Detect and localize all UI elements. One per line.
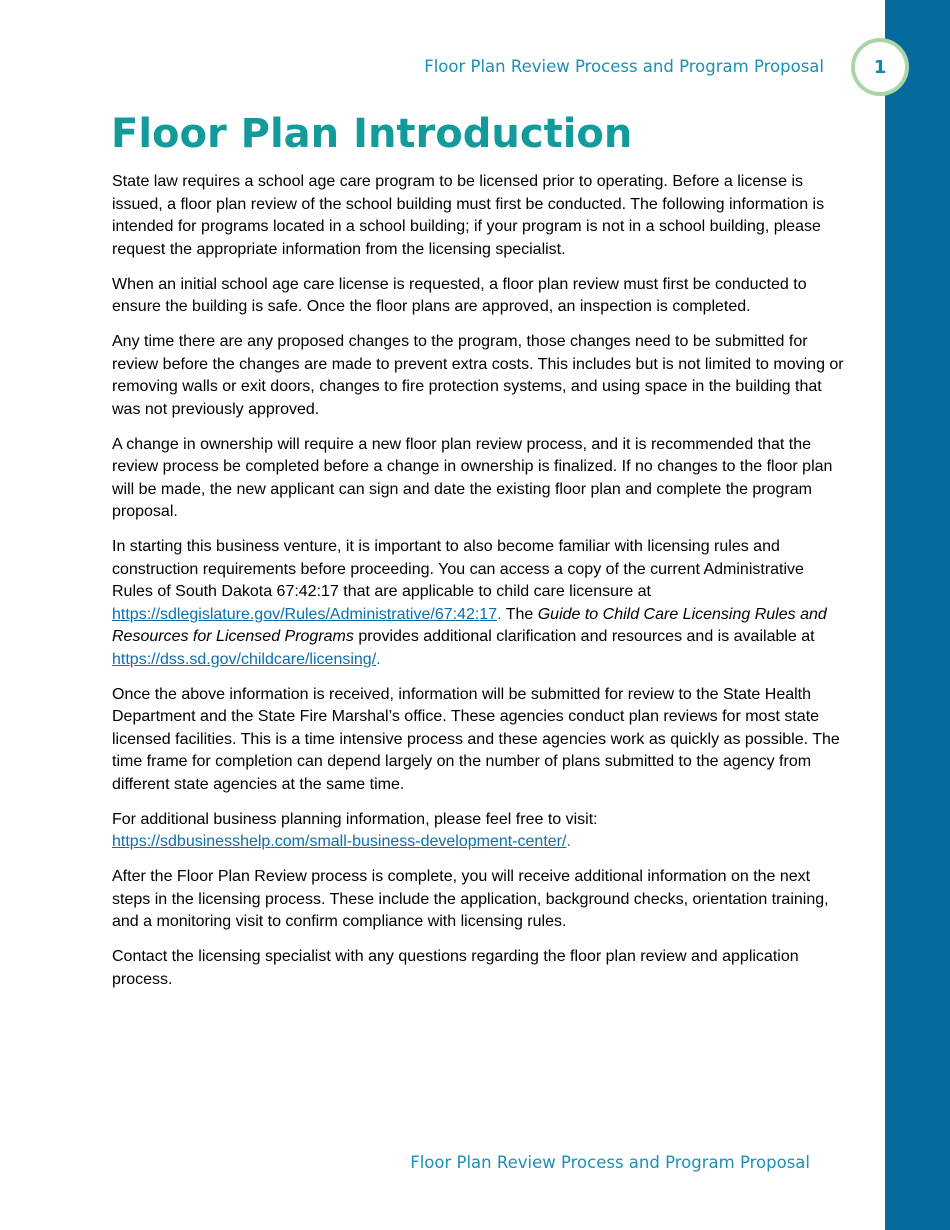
footer-running-title: Floor Plan Review Process and Program Proposal <box>410 1153 810 1172</box>
paragraph-proposed-changes: Any time there are any proposed changes to the program, those changes need to be submitted for review before the changes are made to prevent extra costs. This includes but is not limited to moving or removing walls or exit doors, changes to fire protection systems, and using space in the building that was not previously approved. <box>112 333 844 418</box>
paragraph-licensing-rules: In starting this business venture, it is important to also become familiar with licensing rules and construction requirements before proceeding. You can access a copy of the current Administrative Rules of South Dakota 67:42:17 that are applicable to child care licensure at https://sdlegislature.gov/Rules/Administrative/67:42:17. The Guide to Child Care Licensing Rules and Resources for Licensed Programs provides additional clarification and resources and is available at https://dss.sd.gov/childcare/licensing/. <box>112 538 827 668</box>
header-running-title: Floor Plan Review Process and Program Proposal <box>424 57 824 76</box>
paragraph-contact: Contact the licensing specialist with any questions regarding the floor plan review and application process. <box>112 948 799 988</box>
right-sidebar-band <box>885 0 950 1230</box>
page-number: 1 <box>873 56 887 78</box>
business-planning-text: For additional business planning information, please feel free to visit: <box>112 810 598 828</box>
guide-description-text: provides additional clarification and resources and is available at <box>353 628 815 645</box>
paragraph-license-requirement: State law requires a school age care program to be licensed prior to operating. Before a license is issued, a floor plan review of the school building must first be conducted. The following information is intended for programs located in a school building; if your program is not in a school building, please request the appropriate information from the licensing specialist. <box>112 173 825 258</box>
business-help-link[interactable]: https://sdbusinesshelp.com/small-business-development-center/ <box>112 833 567 850</box>
paragraph-initial-license: When an initial school age care license is requested, a floor plan review must first be conducted to ensure the building is safe. Once the floor plans are approved, an inspection is completed. <box>112 275 807 315</box>
rules-connector-text: The <box>501 605 538 623</box>
body-text <box>112 171 847 1004</box>
administrative-rules-link[interactable]: https://sdlegislature.gov/Rules/Administrative/67:42:17 <box>112 605 498 623</box>
paragraph-next-steps: After the Floor Plan Review process is complete, you will receive additional information on the next steps in the licensing process. These include the application, background checks, orientation training, and a monitoring visit to confirm compliance with licensing rules. <box>112 868 829 930</box>
guide-title: Guide to Child Care Licensing Rules and Resources for Licensed Programs <box>112 605 827 645</box>
paragraph-state-review: Once the above information is received, information will be submitted for review to the State Health Department and the State Fire Marshal’s office. These agencies conduct plan reviews for most state licensed facilities. This is a time intensive process and these agencies work as quickly as possible. The time frame for completion can depend largely on the number of plans submitted to the agency from different state agencies at the same time. <box>112 685 840 793</box>
page-title: Floor Plan Introduction <box>111 111 633 157</box>
page-number-badge <box>851 38 909 96</box>
paragraph-business-planning: For additional business planning information, please feel free to visit: https://sdbusinesshelp.com/small-business-development-center/. <box>112 810 598 850</box>
paragraph-ownership-change: A change in ownership will require a new floor plan review process, and it is recommended that the review process be completed before a change in ownership is finalized. If no changes to the floor plan will be made, the new applicant can sign and date the existing floor plan and complete the program proposal. <box>112 435 833 520</box>
licensing-website-link[interactable]: https://dss.sd.gov/childcare/licensing/ <box>112 650 377 668</box>
rules-intro-text: In starting this business venture, it is important to also become familiar with licensing rules and construction requirements before proceeding. You can access a copy of the current Administrative Rules of South Dakota 67:42:17 that are applicable to child care licensure at <box>112 538 804 600</box>
